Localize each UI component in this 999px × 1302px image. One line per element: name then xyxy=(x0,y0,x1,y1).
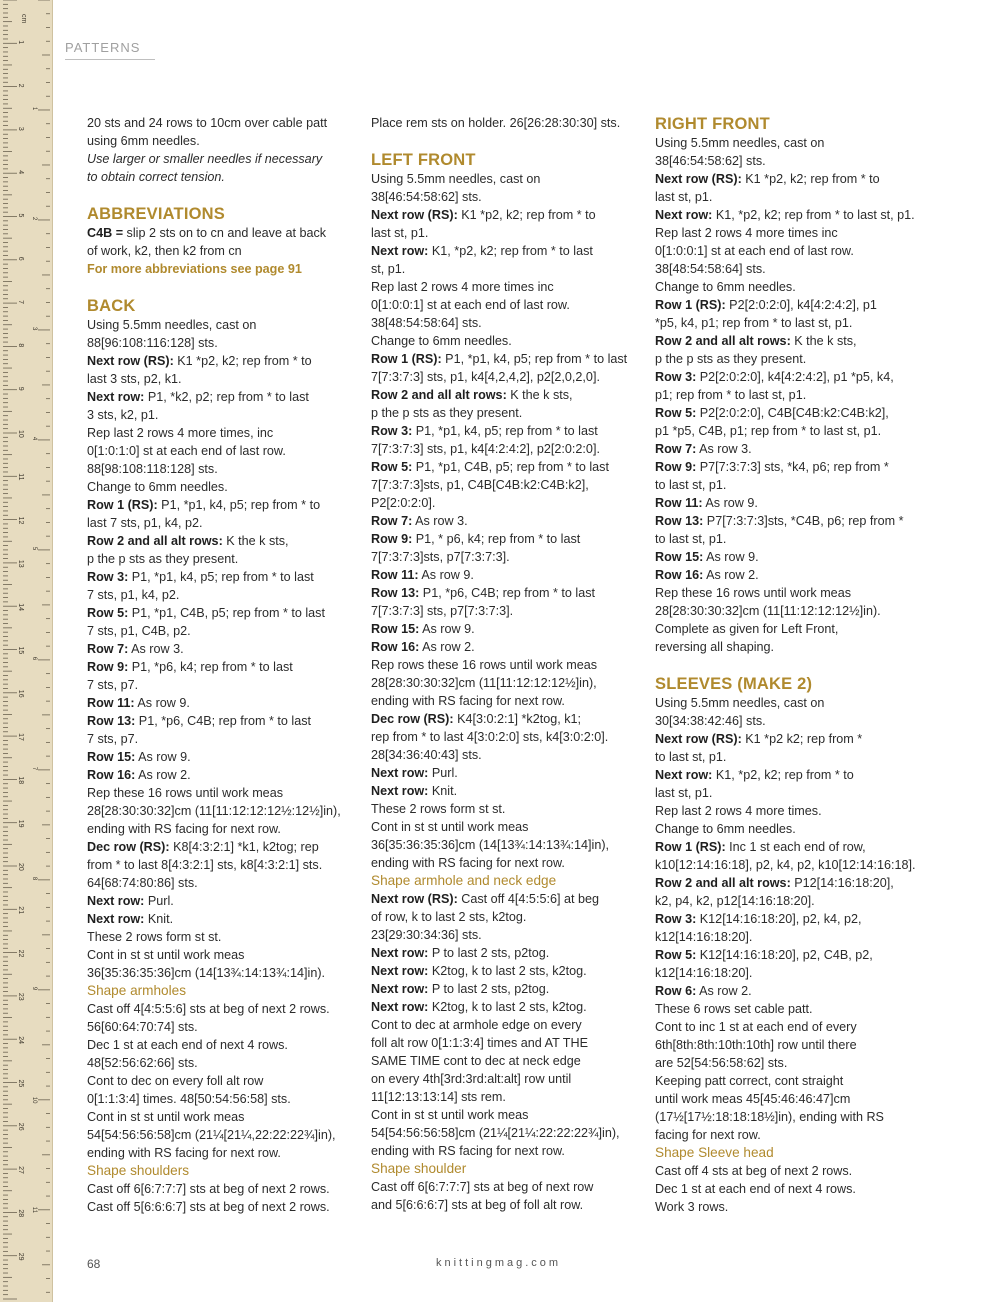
instruction-line: Next row: K2tog, k to last 2 sts, k2tog. xyxy=(371,964,587,978)
instruction-line: Cast off 5[6:6:6:7] sts at beg of next 2 rows. xyxy=(87,1200,330,1214)
instruction-line: Rep last 2 rows 4 more times inc xyxy=(371,280,554,294)
instruction-line: rep from * to last 4[3:0:2:0] sts, k4[3:0:2:0]. xyxy=(371,730,609,744)
shape-shoulder-heading: Shape shoulder xyxy=(371,1161,467,1176)
instruction-line: 38[48:54:58:64] sts. xyxy=(371,316,482,330)
instruction-line: Rep last 2 rows 4 more times. xyxy=(655,804,822,818)
instruction-line: Cast off 6[6:7:7:7] sts at beg of next row xyxy=(371,1180,594,1194)
instruction-line: 7[7:3:7:3] sts, p7[7:3:7:3]. xyxy=(371,604,514,618)
instruction-line: 28[34:36:40:43] sts. xyxy=(371,748,482,762)
instruction-line: Cont in st st until work meas xyxy=(87,948,245,962)
instruction-line: Cont to dec at armhole edge on every xyxy=(371,1018,582,1032)
ruler-cm-label: 11 xyxy=(17,473,24,481)
instruction-line: Row 1 (RS): P2[2:0:2:0], k4[4:2:4:2], p1 xyxy=(655,298,877,312)
instruction-line: of row, k to last 2 sts, k2tog. xyxy=(371,910,527,924)
right-front-heading: RIGHT FRONT xyxy=(655,115,770,133)
instruction-line: Row 9: P7[7:3:7:3] sts, *k4, p6; rep from * xyxy=(655,460,889,474)
instruction-line: 11[12:13:13:14] sts rem. xyxy=(371,1090,506,1104)
instruction-line: 7[7:3:7:3] sts, p1, k4[4:2:4:2], p2[2:0:2:0]. xyxy=(371,442,600,456)
instruction-line: Using 5.5mm needles, cast on xyxy=(371,172,541,186)
instruction-line: 3 sts, k2, p1. xyxy=(87,408,159,422)
instruction-line: 38[46:54:58:62] sts. xyxy=(371,190,482,204)
instruction-line: 38[48:54:58:64] sts. xyxy=(655,262,766,276)
instruction-line: 48[52:56:62:66] sts. xyxy=(87,1056,198,1070)
instruction-line: Rep last 2 rows 4 more times, inc xyxy=(87,426,274,440)
instruction-line: Next row (RS): K1 *p2, k2; rep from * to xyxy=(655,172,880,186)
instruction-line: 54[54:56:56:58]cm (21¼[21¼,22:22:22¾]in), xyxy=(87,1128,336,1142)
instruction-line: Row 5: K12[14:16:18:20], p2, C4B, p2, xyxy=(655,948,873,962)
instruction-line: last 7 sts, p1, k4, p2. xyxy=(87,516,203,530)
instruction-line: Dec row (RS): K4[3:0:2:1] *k2tog, k1; xyxy=(371,712,581,726)
ruler-cm-label: 12 xyxy=(17,516,24,525)
shoulders-instructions xyxy=(87,1180,352,1216)
instruction-line: Row 7: As row 3. xyxy=(371,514,468,528)
ruler-cm-label: 27 xyxy=(17,1166,24,1174)
instruction-line: Row 11: As row 9. xyxy=(87,696,190,710)
sleeves-instructions xyxy=(655,694,920,1144)
ruler-inch-label: 10 xyxy=(31,1096,37,1104)
instruction-line: 36[35:36:35:36]cm (14[13¾:14:13¾:14]in), xyxy=(371,838,610,852)
instruction-line: Row 15: As row 9. xyxy=(371,622,475,636)
instruction-line: Row 16: As row 2. xyxy=(655,568,759,582)
ruler-cm-label: 10 xyxy=(17,430,24,438)
section-label: PATTERNS xyxy=(65,40,141,55)
instruction-line: Row 13: P1, *p6, C4B; rep from * to last xyxy=(371,586,595,600)
instruction-line: 28[28:30:30:32]cm (11[11:12:12:12½]in). xyxy=(655,604,881,618)
instruction-line: Row 1 (RS): P1, *p1, k4, p5; rep from * to last xyxy=(371,352,628,366)
instruction-line: 7 sts, p1, C4B, p2. xyxy=(87,624,191,638)
instruction-line: Row 13: P1, *p6, C4B; rep from * to last xyxy=(87,714,311,728)
ruler-inch-label: 8 xyxy=(31,876,37,881)
ruler-inch-label: 11 xyxy=(31,1206,37,1214)
instruction-line: Row 3: P1, *p1, k4, p5; rep from * to last xyxy=(87,570,314,584)
instruction-line: Rep rows these 16 rows until work meas xyxy=(371,658,598,672)
ruler-cm-label: 9 xyxy=(17,386,24,391)
instruction-line: k12[14:16:18:20]. xyxy=(655,966,753,980)
instruction-line: Row 5: P1, *p1, C4B, p5; rep from * to last xyxy=(371,460,609,474)
left-shoulder-instructions xyxy=(371,1178,636,1214)
ruler-cm-label: 18 xyxy=(17,776,24,785)
instruction-line: Rep these 16 rows until work meas xyxy=(655,586,851,600)
website-url: knittingmag.com xyxy=(436,1257,562,1269)
instruction-line: SAME TIME cont to dec at neck edge xyxy=(371,1054,581,1068)
ruler-cm-label: 21 xyxy=(17,906,24,915)
instruction-line: Row 15: As row 9. xyxy=(87,750,191,764)
ruler-cm-label: 24 xyxy=(17,1036,24,1044)
instruction-line: Row 3: P2[2:0:2:0], k4[4:2:4:2], p1 *p5, k4, xyxy=(655,370,894,384)
abbr-c4b: C4B = slip 2 sts on to cn and leave at back xyxy=(87,226,327,240)
instruction-line: Row 2 and all alt rows: P12[14:16:18:20], xyxy=(655,876,894,890)
instruction-line: These 2 rows form st st. xyxy=(87,930,222,944)
instruction-line: 7[7:3:7:3]sts, p7[7:3:7:3]. xyxy=(371,550,510,564)
instruction-line: 23[29:30:34:36] sts. xyxy=(371,928,482,942)
instruction-line: ending with RS facing for next row. xyxy=(87,822,281,836)
instruction-line: 0[1:0:0:1] st at each end of last row. xyxy=(655,244,854,258)
instruction-line: Next row: K1, *p2, k2; rep from * to xyxy=(655,768,854,782)
instruction-line: Rep these 16 rows until work meas xyxy=(87,786,283,800)
instruction-line: Next row (RS): K1 *p2 k2; rep from * xyxy=(655,732,863,746)
shape-armhole-neck-heading: Shape armhole and neck edge xyxy=(371,873,557,888)
ruler-inch-label: 7 xyxy=(31,766,37,771)
instruction-line: Cast off 4[4:5:5:6] sts at beg of next 2 rows. xyxy=(87,1002,330,1016)
ruler-inch-label: 9 xyxy=(31,986,37,991)
shape-armholes-heading: Shape armholes xyxy=(87,983,186,998)
back-heading: BACK xyxy=(87,297,136,315)
instruction-line: Next row: P1, *k2, p2; rep from * to last xyxy=(87,390,309,404)
instruction-line: Cast off 6[6:7:7:7] sts at beg of next 2 rows. xyxy=(87,1182,330,1196)
instruction-line: last st, p1. xyxy=(371,226,429,240)
instruction-line: 88[98:108:118:128] sts. xyxy=(87,462,218,476)
back-instructions xyxy=(87,316,352,982)
instruction-line: Next row: Knit. xyxy=(371,784,458,798)
ruler-cm-label: 4 xyxy=(17,170,24,175)
instruction-line: last st, p1. xyxy=(655,786,713,800)
ruler-cm-label: 20 xyxy=(17,863,24,871)
instruction-line: 0[1:0:1:0] st at each end of last row. xyxy=(87,444,286,458)
instruction-line: Cont in st st until work meas xyxy=(87,1110,245,1124)
ruler-graphic xyxy=(0,0,52,1302)
instruction-line: 28[28:30:30:32]cm (11[11:12:12:12½]in), xyxy=(371,676,597,690)
instruction-line: These 2 rows form st st. xyxy=(371,802,506,816)
abbr-more-link: For more abbreviations see page 91 xyxy=(87,262,302,276)
instruction-line: from * to last 8[4:3:2:1] sts, k8[4:3:2:1] sts. xyxy=(87,858,323,872)
measuring-ruler xyxy=(0,0,53,1302)
left-front-instructions xyxy=(371,170,636,872)
ruler-inch-label: 2 xyxy=(31,216,37,221)
ruler-inch-label: 5 xyxy=(31,546,37,551)
instruction-line: 64[68:74:80:86] sts. xyxy=(87,876,198,890)
instruction-line: to last st, p1. xyxy=(655,478,727,492)
ruler-inch-label: 3 xyxy=(31,326,37,331)
instruction-line: Using 5.5mm needles, cast on xyxy=(655,696,825,710)
instruction-line: 28[28:30:30:32]cm (11[11:12:12:12½:12½]in), xyxy=(87,804,341,818)
instruction-line: to last st, p1. xyxy=(655,750,727,764)
instruction-line: Cont in st st until work meas xyxy=(371,820,529,834)
instruction-line: Next row: P to last 2 sts, p2tog. xyxy=(371,982,550,996)
instruction-line: 7 sts, p7. xyxy=(87,678,139,692)
instruction-line: Next row: P to last 2 sts, p2tog. xyxy=(371,946,550,960)
instruction-line: and 5[6:6:6:7] sts at beg of foll alt row. xyxy=(371,1198,584,1212)
instruction-line: 54[54:56:56:58]cm (21¼[21¼:22:22:22¾]in), xyxy=(371,1126,620,1140)
instruction-line: p the p sts as they present. xyxy=(87,552,239,566)
instruction-line: last st, p1. xyxy=(655,190,713,204)
instruction-line: Next row: K2tog, k to last 2 sts, k2tog. xyxy=(371,1000,587,1014)
instruction-line: (17½[17½:18:18:18½]in), ending with RS xyxy=(655,1110,884,1124)
instruction-line: Row 1 (RS): P1, *p1, k4, p5; rep from * to xyxy=(87,498,321,512)
instruction-line: Row 2 and all alt rows: K the k sts, xyxy=(87,534,289,548)
instruction-line: reversing all shaping. xyxy=(655,640,775,654)
armhole-neck-instructions xyxy=(371,890,636,1160)
ruler-unit-label: cm xyxy=(20,14,27,24)
ruler-cm-label: 28 xyxy=(17,1209,24,1218)
instruction-line: Row 16: As row 2. xyxy=(87,768,191,782)
shape-sleeve-head-heading: Shape Sleeve head xyxy=(655,1145,774,1160)
instruction-line: p1; rep from * to last st, p1. xyxy=(655,388,807,402)
ruler-inch-label: 6 xyxy=(31,656,37,661)
instruction-line: Next row: K1, *p2, k2; rep from * to last st, p1. xyxy=(655,208,915,222)
instruction-line: Row 9: P1, * p6, k4; rep from * to last xyxy=(371,532,581,546)
instruction-line: Next row: Knit. xyxy=(87,912,174,926)
ruler-cm-label: 13 xyxy=(17,559,24,568)
column-1: 20 sts and 24 rows to 10cm over cable patt using 6mm needles. Use larger or smaller needles if necessary to obtain correct tension. ABBREVIATIONS C4B = slip 2 sts on to cn and leave at back of work, k2, then k2 from cn For more abbreviations see page 91 BACK Using 5.5mm needles, cast on 88[96:108:116:128] sts. Next row (RS): K1 *p2, k2; rep from * to last 3 sts, p2, k1. Next row: P1, *k2, p2; rep from * to last 3 sts, k2, p1. Rep last 2 rows 4 more times, inc 0[1:0:1:0] st at each end of last row. 88[98:108:118:128] sts. Change to 6mm needles. Row 1 (RS): P1, *p1, k4, p5; rep from * to last 7 sts, p1, k4, p2. Row 2 and all alt rows: K the k sts, p the p sts as they present. Row 3: P1, *p1, k4, p5; rep from * to last 7 sts, p1, k4, p2. Row 5: P1, *p1, C4B, p5; rep from * to last 7 sts, p1, C4B, p2. Row 7: As row 3. Row 9: P1, *p6, k4; rep from * to last 7 sts, p7. Row 11: As row 9. Row 13: P1, *p6, C4B; rep from * to last 7 sts, p7. Row 15: As row 9. Row 16: As row 2. Rep these 16 rows until work meas 28[28:30:30:32]cm (11[11:12:12:12½:12½]in), ending with RS facing for next row. Dec row (RS): K8[4:3:2:1] *k1, k2tog; rep from * to last 8[4:3:2:1] sts, k8[4:3:2:1] sts. 64[68:74:80:86] sts. Next row: Purl. Next row: Knit. These 2 rows form st st. Cont in st st until work meas 36[35:36:35:36]cm (14[13¾:14:13¾:14]in). Shape armholes Cast off 4[4:5:5:6] sts at beg of next 2 rows. 56[60:64:70:74] sts. Dec 1 st at each end of next 4 rows. 48[52:56:62:66] sts. Cont to dec on every foll alt row 0[1:1:3:4] times. 48[50:54:56:58] sts. Cont in st st until work meas 54[54:56:56:58]cm (21¼[21¼,22:22:22¾]in), ending with RS facing for next row. Shape shoulders Cast off 6[6:7:7:7] sts at beg of next 2 rows. Cast off 5[6:6:6:7] sts at beg of next 2 rows. xyxy=(87,114,352,1216)
ruler-cm-label: 5 xyxy=(17,213,24,218)
instruction-line: Row 7: As row 3. xyxy=(87,642,184,656)
instruction-line: k2, p4, k2, p12[14:16:18:20]. xyxy=(655,894,815,908)
instruction-line: 6th[8th:8th:10th:10th] row until there xyxy=(655,1038,857,1052)
page-number: 68 xyxy=(87,1257,101,1271)
instruction-line: 7 sts, p7. xyxy=(87,732,139,746)
holder-line: Place rem sts on holder. 26[26:28:30:30] sts. xyxy=(371,116,621,130)
instruction-line: *p5, k4, p1; rep from * to last st, p1. xyxy=(655,316,853,330)
ruler-cm-label: 3 xyxy=(17,126,24,131)
instruction-line: Complete as given for Left Front, xyxy=(655,622,839,636)
instruction-line: Cast off 4 sts at beg of next 2 rows. xyxy=(655,1164,853,1178)
column-2 xyxy=(371,114,636,1214)
instruction-line: 0[1:1:3:4] times. 48[50:54:56:58] sts. xyxy=(87,1092,291,1106)
ruler-cm-label: 1 xyxy=(17,40,24,45)
instruction-line: Next row: Purl. xyxy=(371,766,458,780)
sleeve-head-instructions xyxy=(655,1162,920,1216)
instruction-line: 30[34:38:42:46] sts. xyxy=(655,714,766,728)
tension-text: 20 sts and 24 rows to 10cm over cable patt using 6mm needles. Use larger or smaller needles if necessary to obtain correct tension. xyxy=(87,114,352,186)
instruction-line: Dec row (RS): K8[4:3:2:1] *k1, k2tog; rep xyxy=(87,840,319,854)
instruction-line: p the p sts as they present. xyxy=(371,406,523,420)
ruler-cm-label: 7 xyxy=(17,300,24,305)
instruction-line: facing for next row. xyxy=(655,1128,761,1142)
ruler-cm-label: 23 xyxy=(17,992,24,1001)
instruction-line: Row 9: P1, *p6, k4; rep from * to last xyxy=(87,660,293,674)
instruction-line: Row 16: As row 2. xyxy=(371,640,475,654)
instruction-line: Next row: K1, *p2, k2; rep from * to last xyxy=(371,244,593,258)
instruction-line: ending with RS facing for next row. xyxy=(371,856,565,870)
instruction-line: Row 5: P2[2:0:2:0], C4B[C4B:k2:C4B:k2], xyxy=(655,406,889,420)
instruction-line: ending with RS facing for next row. xyxy=(371,1144,565,1158)
instruction-line: Cont to inc 1 st at each end of every xyxy=(655,1020,857,1034)
instruction-line: Rep last 2 rows 4 more times inc xyxy=(655,226,838,240)
ruler-cm-label: 29 xyxy=(17,1252,24,1261)
instruction-line: Row 7: As row 3. xyxy=(655,442,752,456)
instruction-line: on every 4th[3rd:3rd:alt:alt] row until xyxy=(371,1072,572,1086)
ruler-cm-label: 15 xyxy=(17,646,24,655)
instruction-line: Next row (RS): K1 *p2, k2; rep from * to xyxy=(87,354,312,368)
instruction-line: Using 5.5mm needles, cast on xyxy=(87,318,257,332)
instruction-line: Row 3: K12[14:16:18:20], p2, k4, p2, xyxy=(655,912,862,926)
instruction-line: ending with RS facing for next row. xyxy=(371,694,565,708)
instruction-line: Row 13: P7[7:3:7:3]sts, *C4B, p6; rep from * xyxy=(655,514,904,528)
armholes-instructions xyxy=(87,1000,352,1162)
ruler-cm-label: 2 xyxy=(17,83,24,88)
instruction-line: Change to 6mm needles. xyxy=(655,822,796,836)
ruler-inch-label: 1 xyxy=(31,106,37,111)
instruction-line: Next row (RS): Cast off 4[4:5:5:6] at beg xyxy=(371,892,599,906)
instruction-line: Dec 1 st at each end of next 4 rows. xyxy=(87,1038,288,1052)
header-rule xyxy=(65,59,155,60)
instruction-line: st, p1. xyxy=(371,262,406,276)
ruler-cm-label: 6 xyxy=(17,256,24,261)
instruction-line: to last st, p1. xyxy=(655,532,727,546)
instruction-line: until work meas 45[45:46:46:47]cm xyxy=(655,1092,851,1106)
abbreviations-heading: ABBREVIATIONS xyxy=(87,205,225,223)
instruction-line: last 3 sts, p2, k1. xyxy=(87,372,182,386)
ruler-cm-label: 25 xyxy=(17,1079,24,1088)
instruction-line: p the p sts as they present. xyxy=(655,352,807,366)
instruction-line: foll alt row 0[1:1:3:4] times and AT THE xyxy=(371,1036,588,1050)
ruler-cm-label: 22 xyxy=(17,949,24,958)
instruction-line: Using 5.5mm needles, cast on xyxy=(655,136,825,150)
instruction-line: Row 1 (RS): Inc 1 st each end of row, xyxy=(655,840,866,854)
ruler-cm-label: 17 xyxy=(17,733,24,741)
ruler-cm-label: 16 xyxy=(17,689,24,698)
left-front-heading: LEFT FRONT xyxy=(371,151,476,169)
instruction-line: Row 15: As row 9. xyxy=(655,550,759,564)
sleeves-heading: SLEEVES (MAKE 2) xyxy=(655,675,813,693)
instruction-line: Cont to dec on every foll alt row xyxy=(87,1074,264,1088)
ruler-cm-label: 8 xyxy=(17,343,24,348)
instruction-line: 7[7:3:7:3] sts, p1, k4[4,2,4,2], p2[2,0,2,0]. xyxy=(371,370,600,384)
instruction-line: Work 3 rows. xyxy=(655,1200,729,1214)
right-front-instructions xyxy=(655,134,920,656)
instruction-line: Row 6: As row 2. xyxy=(655,984,752,998)
instruction-line: Row 11: As row 9. xyxy=(371,568,474,582)
instruction-line: Change to 6mm needles. xyxy=(655,280,796,294)
instruction-line: 56[60:64:70:74] sts. xyxy=(87,1020,198,1034)
instruction-line: Next row: Purl. xyxy=(87,894,174,908)
instruction-line: are 52[54:56:58:62] sts. xyxy=(655,1056,788,1070)
instruction-line: P2[2:0:2:0]. xyxy=(371,496,436,510)
instruction-line: 88[96:108:116:128] sts. xyxy=(87,336,218,350)
ruler-cm-label: 14 xyxy=(17,603,24,611)
ruler-inch-label: 4 xyxy=(31,436,37,441)
instruction-line: p1 *p5, C4B, p1; rep from * to last st, p1. xyxy=(655,424,882,438)
instruction-line: ending with RS facing for next row. xyxy=(87,1146,281,1160)
instruction-line: Change to 6mm needles. xyxy=(371,334,512,348)
instruction-line: Row 11: As row 9. xyxy=(655,496,758,510)
instruction-line: k10[12:14:16:18], p2, k4, p2, k10[12:14:16:18]. xyxy=(655,858,916,872)
instruction-line: 7[7:3:7:3]sts, p1, C4B[C4B:k2:C4B:k2], xyxy=(371,478,589,492)
instruction-line: Cont in st st until work meas xyxy=(371,1108,529,1122)
instruction-line: Row 2 and all alt rows: K the k sts, xyxy=(371,388,573,402)
column-3 xyxy=(655,114,920,1216)
ruler-cm-label: 26 xyxy=(17,1122,24,1131)
instruction-line: 7 sts, p1, k4, p2. xyxy=(87,588,180,602)
instruction-line: Row 3: P1, *p1, k4, p5; rep from * to last xyxy=(371,424,598,438)
shape-shoulders-heading: Shape shoulders xyxy=(87,1163,190,1178)
instruction-line: 0[1:0:0:1] st at each end of last row. xyxy=(371,298,570,312)
instruction-line: Next row (RS): K1 *p2, k2; rep from * to xyxy=(371,208,596,222)
instruction-line: k12[14:16:18:20]. xyxy=(655,930,753,944)
instruction-line: Dec 1 st at each end of next 4 rows. xyxy=(655,1182,856,1196)
instruction-line: 38[46:54:58:62] sts. xyxy=(655,154,766,168)
ruler-cm-label: 19 xyxy=(17,819,24,828)
instruction-line: These 6 rows set cable patt. xyxy=(655,1002,813,1016)
instruction-line: Row 2 and all alt rows: K the k sts, xyxy=(655,334,857,348)
instruction-line: Row 5: P1, *p1, C4B, p5; rep from * to last xyxy=(87,606,325,620)
instruction-line: 36[35:36:35:36]cm (14[13¾:14:13¾:14]in). xyxy=(87,966,326,980)
instruction-line: Change to 6mm needles. xyxy=(87,480,228,494)
instruction-line: Keeping patt correct, cont straight xyxy=(655,1074,844,1088)
tension-note: Use larger or smaller needles if necessary xyxy=(87,152,323,166)
section-header xyxy=(65,40,155,60)
